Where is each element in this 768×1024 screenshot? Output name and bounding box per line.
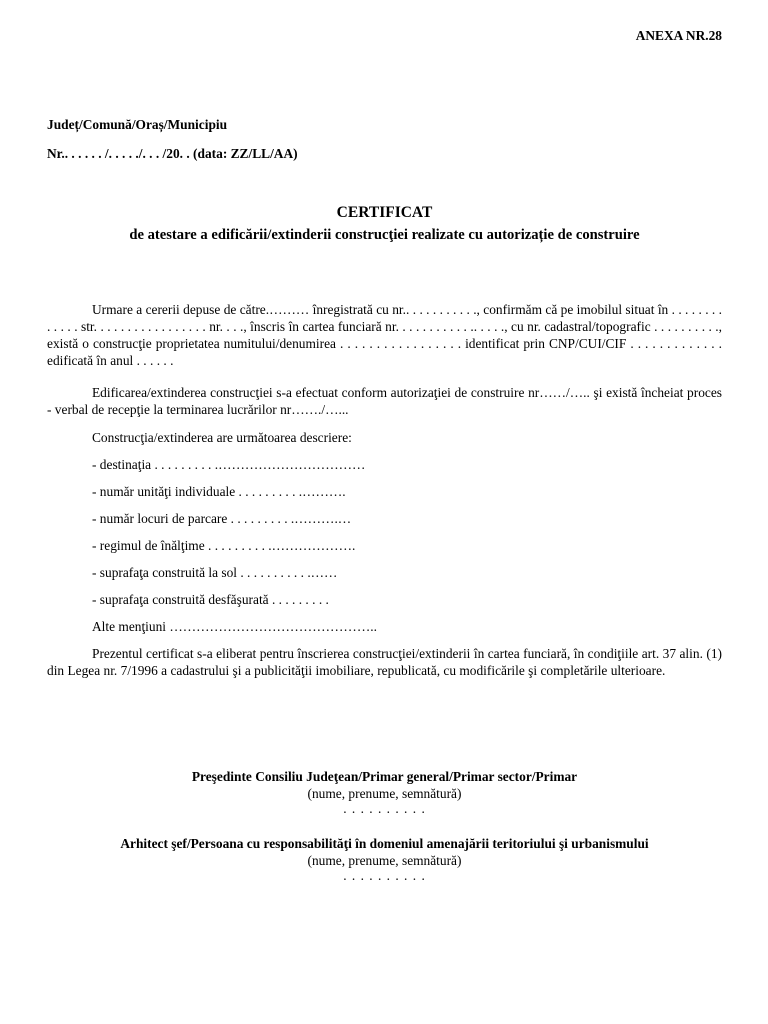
document-page	[47, 0, 722, 1024]
list-item-parking: - număr locuri de parcare . . . . . . . . . .……….…	[92, 511, 352, 526]
paragraph-request: Urmare a cererii depuse de către.……… înregistrată cu nr.. . . . . . . . . . ., confirmăm că pe imobilul situat în . . . . . . . . . . . . . str. . . . . . . . . . . . . . . . . nr. . . ., înscris în cartea funciară nr. . . . . . . . . . . .. . . . ., cu nr. cadastral/topografic . . . . . . . . . ., există o construcţie proprietatea numitului/denumirea . . . . . . . . . . . . . . . . . identificat prin CNP/CUI/CIF . . . . . . . . . . . . . edificată în anul . . . . . .	[47, 302, 722, 368]
list-item-ground-area: - suprafaţa construită la sol . . . . . . . . . . .……	[92, 565, 338, 580]
signature-subtitle: (nume, prenume, semnătură)	[307, 786, 462, 801]
list-item-units: - număr unităţi individuale . . . . . . . . . .……….	[92, 484, 346, 499]
annex-number: ANEXA NR.28	[635, 28, 722, 43]
list-item-destination: - destinaţia . . . . . . . . . .……………………………	[92, 457, 366, 472]
signature-title: Arhitect şef/Persoana cu responsabilităţi în domeniul amenajării teritoriului şi urbanismului	[120, 836, 649, 851]
registration-number-line: Nr.. . . . . . /. . . . ./. . . /20. . (data: ZZ/LL/AA)	[47, 146, 298, 161]
document-title: CERTIFICAT	[336, 204, 433, 221]
list-item-built-area: - suprafaţa construită desfăşurată . . . . . . . . .	[92, 592, 329, 607]
document-body	[47, 301, 722, 679]
document-subtitle: de atestare a edificării/extinderii construcţiei realizate cu autorizație de construire	[129, 227, 640, 243]
signature-placeholder: . . . . . . . . . .	[343, 801, 426, 816]
list-item-height-regime: - regimul de înălţime . . . . . . . . . .……………….	[92, 538, 356, 553]
signature-block-architect	[47, 835, 722, 883]
paragraph-issuance: Prezentul certificat s-a eliberat pentru înscrierea construcţiei/extinderii în cartea funciară, în condiţiile art. 37 alin. (1) din Legea nr. 7/1996 a cadastrului şi a publicităţii imobiliare, republicată, cu modificările şi completările ulterioare.	[47, 646, 722, 678]
signature-title: Preşedinte Consiliu Judeţean/Primar general/Primar sector/Primar	[191, 769, 578, 784]
paragraph-description-intro: Construcţia/extinderea are următoarea descriere:	[92, 430, 352, 445]
signature-block-mayor	[47, 768, 722, 816]
signature-placeholder: . . . . . . . . . .	[343, 868, 426, 883]
jurisdiction-line: Județ/Comună/Oraș/Municipiu	[47, 117, 228, 132]
paragraph-authorization: Edificarea/extinderea construcţiei s-a efectuat conform autorizaţiei de construire nr……/….. şi există încheiat proces - verbal de recepţie la terminarea lucrărilor nr……./…...	[47, 385, 722, 417]
signature-subtitle: (nume, prenume, semnătură)	[307, 853, 462, 868]
list-item-other-mentions: Alte menţiuni ………………………………………..	[92, 619, 377, 634]
